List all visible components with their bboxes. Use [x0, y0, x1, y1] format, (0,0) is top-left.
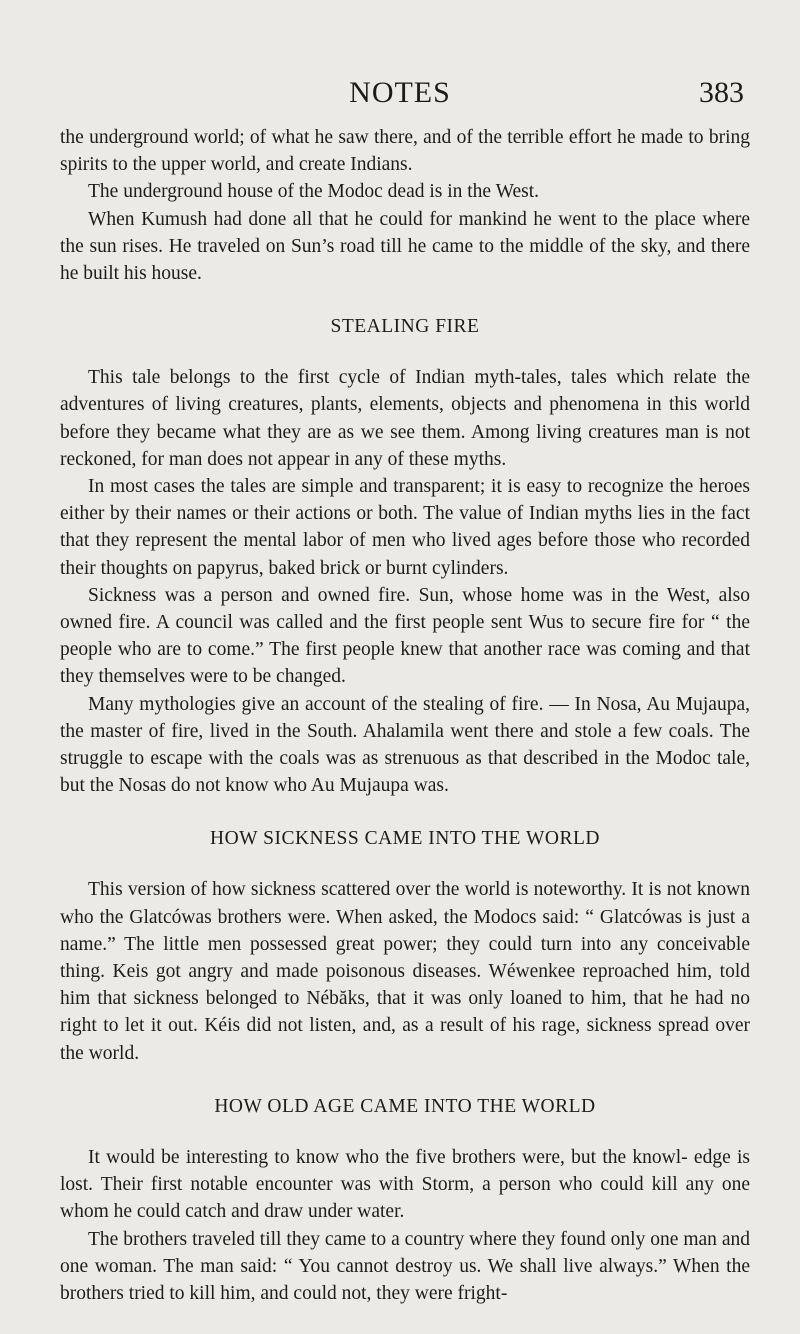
body-paragraph: When Kumush had done all that he could for mankind he went to the place where the sun rises. He traveled on Sun’s road till he came to the middle of the sky, and there he built his house.: [60, 208, 750, 285]
body-paragraph: Many mythologies give an account of the stealing of fire. — In Nosa, Au Mujaupa, the master of fire, lived in the South. Ahalamila went there and stole a few coals. The struggle to escape with the coals was as strenuous as that described in the Modoc tale, but the Nosas do not know who Au Mujaupa was.: [60, 693, 750, 797]
body-paragraph: The underground house of the Modoc dead is in the West.: [88, 181, 539, 203]
page-body: [60, 124, 750, 1307]
section-heading-old-age: HOW OLD AGE CAME INTO THE WORLD: [214, 1095, 596, 1117]
page-title: NOTES: [349, 76, 451, 109]
body-paragraph: the underground world; of what he saw there, and of the terrible effort he made to bring spirits to the upper world, and create Indians.: [60, 127, 750, 176]
body-paragraph: It would be interesting to know who the five brothers were, but the knowl- edge is lost. Their first notable encounter was with Storm, a person who could kill any one whom he could catch and draw under water.: [60, 1146, 750, 1223]
body-paragraph: Sickness was a person and owned fire. Sun, whose home was in the West, also owned fire. A council was called and the first people sent Wus to secure fire for “ the people who are to come.” The first people knew that another race was coming and that they themselves were to be changed.: [60, 584, 750, 688]
page-number: 383: [699, 76, 744, 109]
body-paragraph: This tale belongs to the first cycle of Indian myth-tales, tales which relate the adventures of living creatures, plants, elements, objects and phenomena in this world before they became what they are as we see them. Among living creatures man is not reckoned, for man does not appear in any of these myths.: [60, 367, 750, 470]
running-header: [0, 76, 800, 116]
section-heading-sickness: HOW SICKNESS CAME INTO THE WORLD: [210, 828, 600, 850]
body-paragraph: The brothers traveled till they came to a country where they found only one man and one woman. The man said: “ You cannot destroy us. We shall live always.” When the brothers tried to kill him, and could not, they were fright-: [60, 1228, 750, 1304]
section-heading-stealing-fire: STEALING FIRE: [330, 316, 480, 338]
body-paragraph: In most cases the tales are simple and transparent; it is easy to recognize the heroes either by their names or their actions or both. The value of Indian myths lies in the fact that they represent the mental labor of men who lived ages before those who recorded their thoughts on papyrus, baked brick or burnt cylinders.: [60, 476, 750, 579]
body-paragraph: This version of how sickness scattered over the world is noteworthy. It is not known who the Glatcówas brothers were. When asked, the Modocs said: “ Glatcówas is just a name.” The little men possessed great power; they could turn into any conceivable thing. Keis got angry and made poisonous diseases. Wéwenkee reproached him, told him that sickness belonged to Nébăks, that it was only loaned to him, that he had no right to let it out. Kéis did not listen, and, as a result of his rage, sickness spread over the world.: [60, 879, 750, 1064]
